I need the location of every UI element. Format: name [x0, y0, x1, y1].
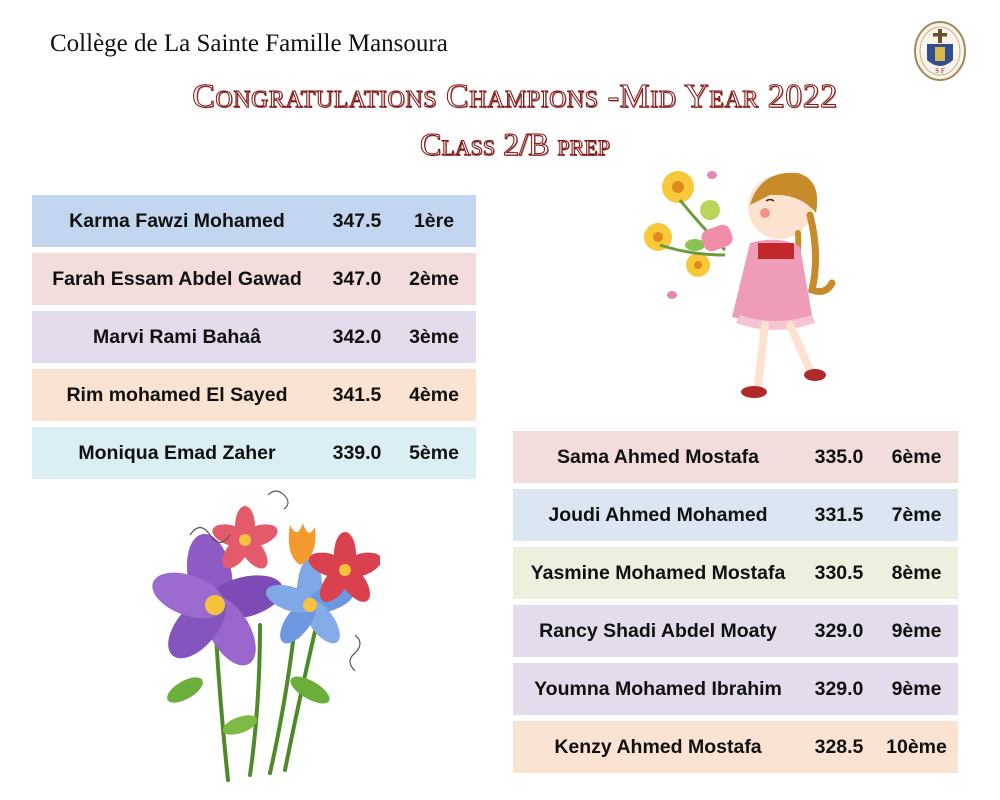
student-score: 329.0 [814, 677, 864, 700]
table-row [32, 253, 476, 305]
school-name: Collège de La Sainte Famille Mansoura [50, 30, 448, 57]
student-name: Karma Fawzi Mohamed [69, 209, 285, 232]
student-name: Sama Ahmed Mostafa [557, 445, 759, 468]
student-name: Youmna Mohamed Ibrahim [534, 677, 782, 700]
class-title: Class 2/B prep [420, 126, 610, 162]
school-crest-icon [912, 20, 968, 82]
student-name: Moniqua Emad Zaher [78, 441, 276, 464]
student-place: 6ème [891, 445, 942, 468]
student-score: 341.5 [332, 383, 382, 406]
student-name: Rim mohamed El Sayed [66, 383, 288, 406]
girl-with-flowers-illustration [640, 165, 840, 420]
flower-bouquet-illustration [150, 485, 380, 785]
table-row [32, 195, 476, 247]
student-place: 5ème [409, 441, 459, 464]
table-row [513, 547, 958, 599]
student-score: 328.5 [814, 735, 864, 758]
table-row [513, 663, 958, 715]
student-score: 335.0 [814, 445, 864, 468]
table-row [513, 605, 958, 657]
student-score: 347.5 [332, 209, 382, 232]
student-place: 2ème [409, 267, 459, 290]
student-score: 331.5 [814, 503, 864, 526]
student-place: 1ère [413, 209, 455, 232]
student-name: Yasmine Mohamed Mostafa [530, 561, 786, 584]
student-score: 347.0 [332, 267, 382, 290]
student-score: 342.0 [332, 325, 382, 348]
student-place: 8ème [891, 561, 942, 584]
student-name: Farah Essam Abdel Gawad [52, 267, 302, 290]
student-score: 330.5 [814, 561, 864, 584]
student-score: 329.0 [814, 619, 864, 642]
congratulations-title: Congratulations Champions -Mid Year 2022 [192, 78, 838, 115]
svg-text:S F: S F [935, 67, 945, 75]
student-place: 7ème [891, 503, 942, 526]
student-name: Marvi Rami Bahaâ [93, 325, 261, 348]
student-place: 3ème [409, 325, 459, 348]
table-row [32, 427, 476, 479]
table-row [513, 489, 958, 541]
left-ranking-table [32, 195, 476, 479]
student-place: 9ème [891, 619, 942, 642]
right-ranking-table [513, 431, 958, 773]
student-place: 9ème [891, 677, 942, 700]
student-score: 339.0 [332, 441, 382, 464]
table-row [513, 431, 958, 483]
student-place: 10ème [886, 735, 947, 758]
table-row [32, 369, 476, 421]
student-name: Kenzy Ahmed Mostafa [554, 735, 762, 758]
student-name: Rancy Shadi Abdel Moaty [539, 619, 777, 642]
table-row [32, 311, 476, 363]
table-row [513, 721, 958, 773]
student-name: Joudi Ahmed Mohamed [548, 503, 768, 526]
student-place: 4ème [409, 383, 459, 406]
